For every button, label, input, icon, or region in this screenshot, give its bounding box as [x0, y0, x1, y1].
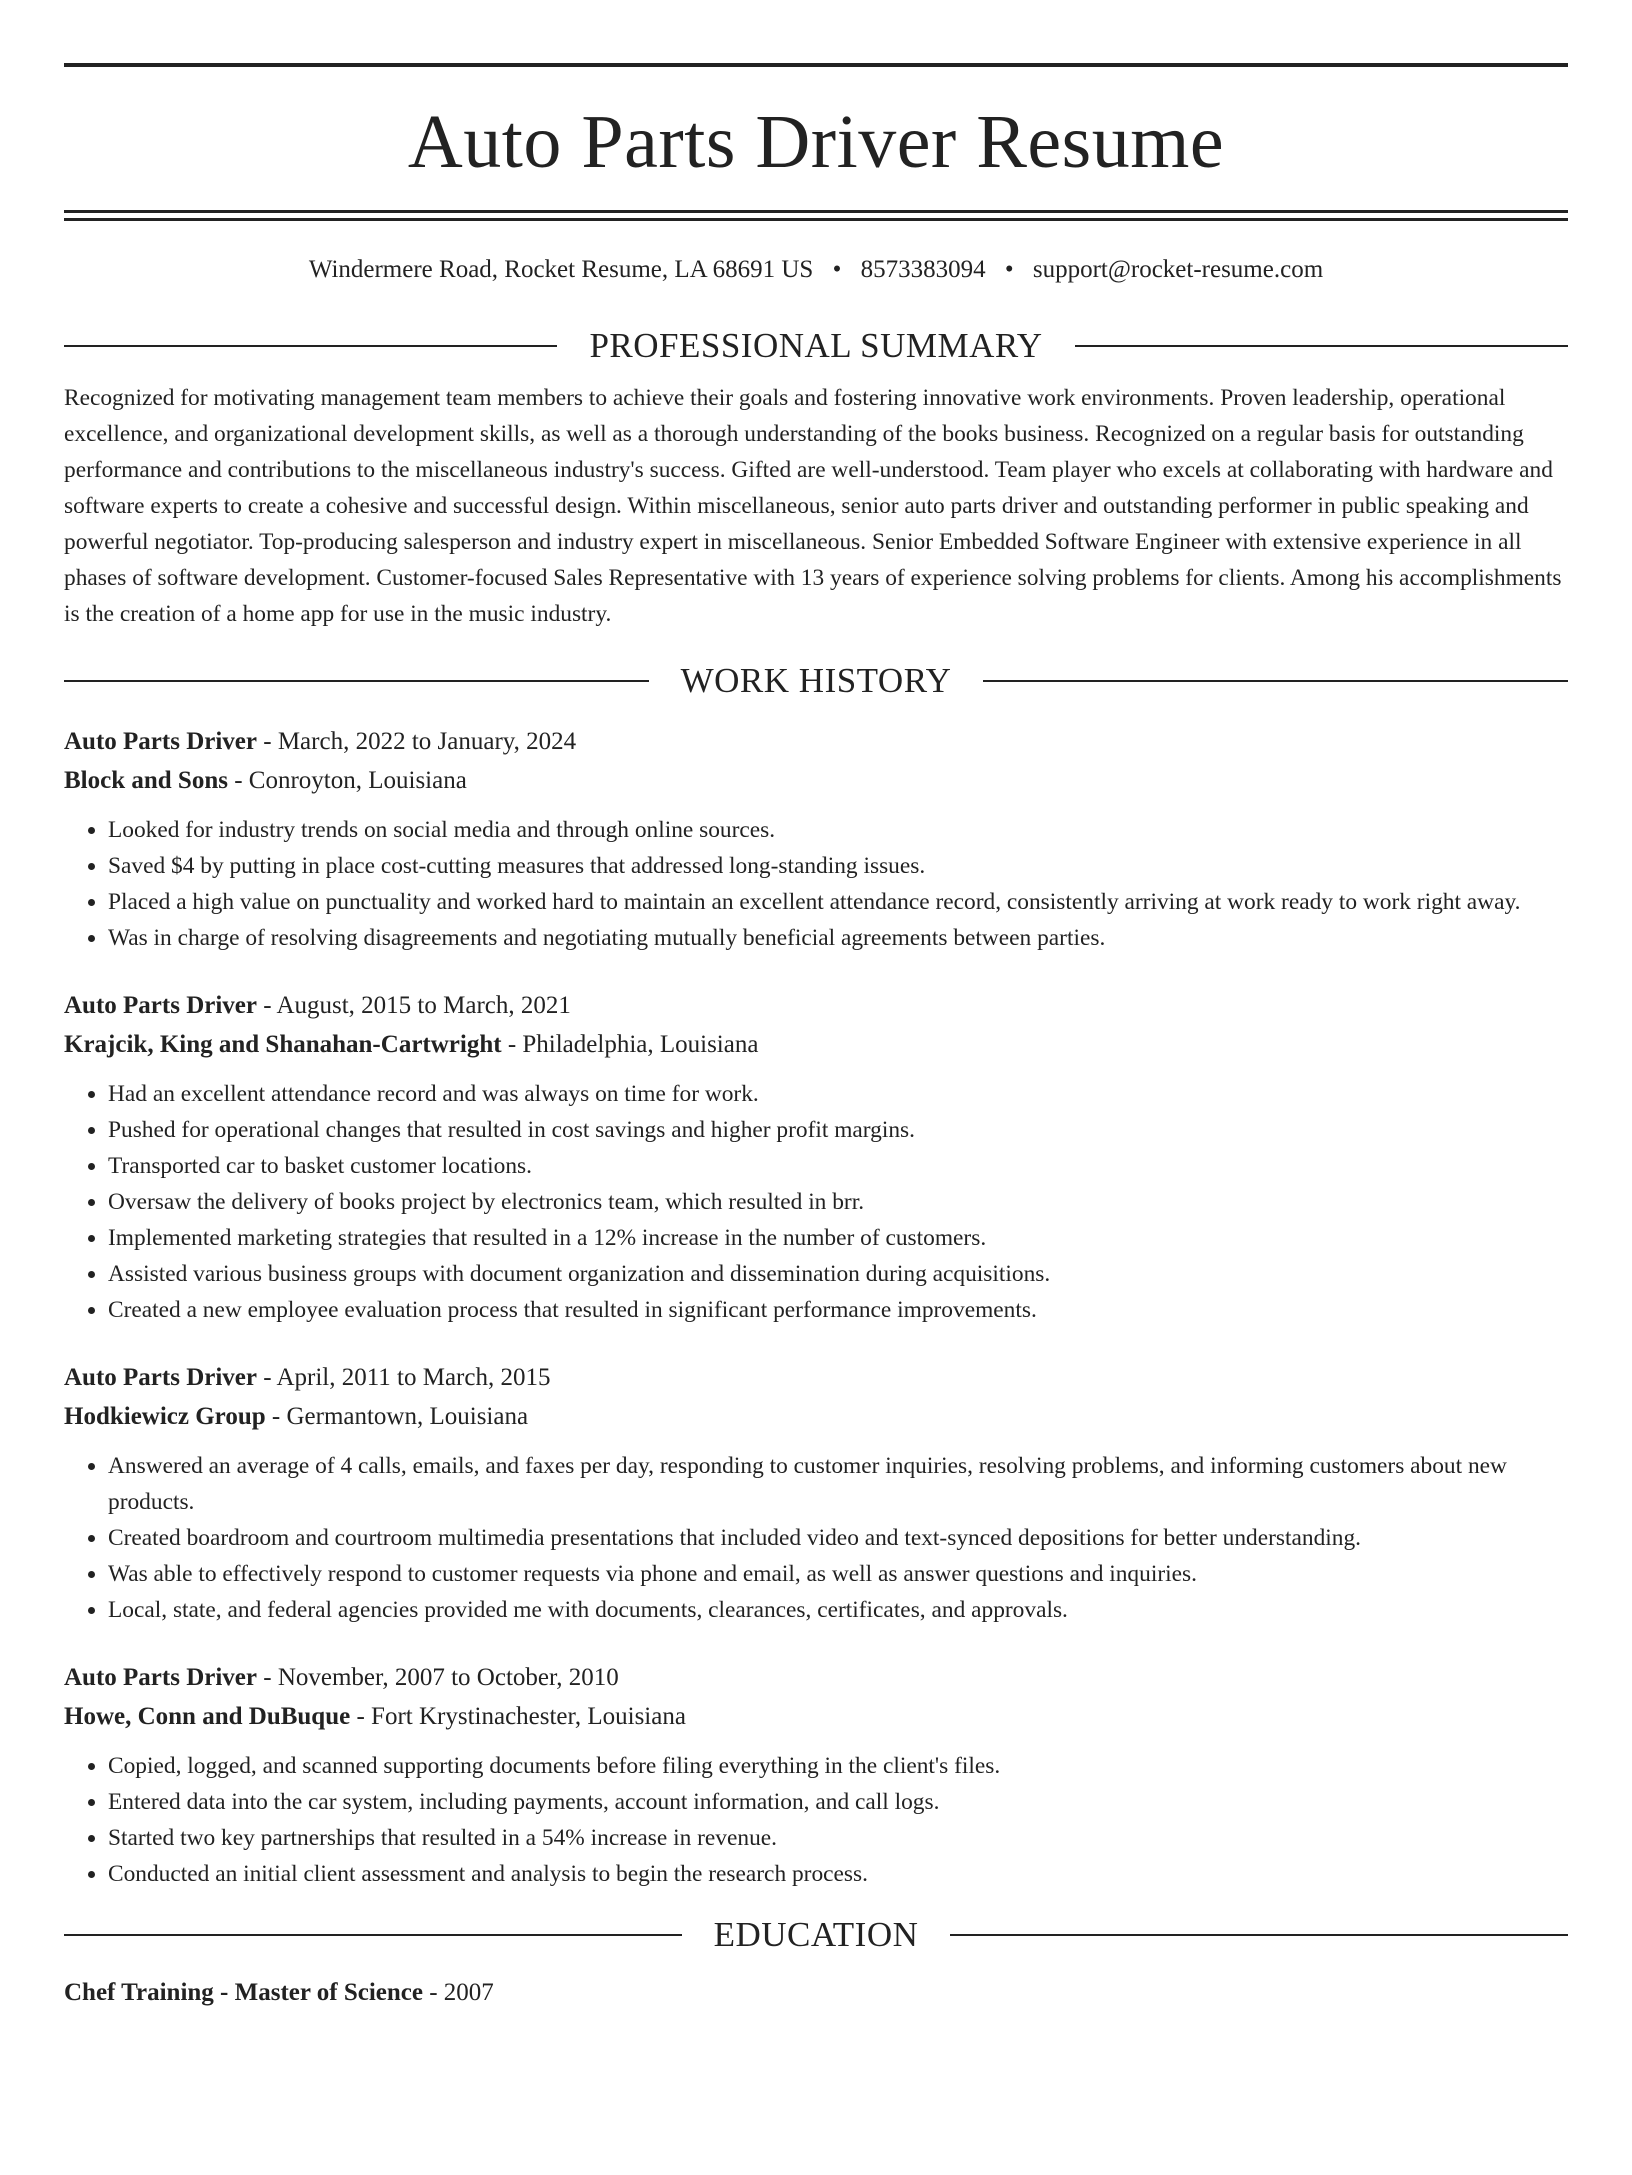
job-bullet: • Implemented marketing strategies that resulted in a 12% increase in the number of customers. [108, 1220, 1568, 1256]
job-company-line [64, 1697, 1568, 1736]
job-company-line [64, 761, 1568, 800]
job-company: Howe, Conn and DuBuque [64, 1703, 351, 1730]
job-company-line [64, 1025, 1568, 1064]
job-bullets [64, 1448, 1568, 1628]
job-bullet: • Created a new employee evaluation process that resulted in significant performance improvements. [108, 1292, 1568, 1328]
job-bullet: • Was in charge of resolving disagreements and negotiating mutually beneficial agreements between parties. [108, 920, 1568, 956]
job-bullet: • Transported car to basket customer locations. [108, 1148, 1568, 1184]
education-section-heading [64, 1916, 1568, 1955]
job-entry [64, 986, 1568, 1328]
job-dates: - April, 2011 to March, 2015 [263, 1364, 551, 1391]
summary-section-heading [64, 327, 1568, 366]
job-entry [64, 1358, 1568, 1628]
contact-address: Windermere Road, Rocket Resume, LA 68691 US [308, 256, 814, 283]
job-bullet: • Looked for industry trends on social media and through online sources. [108, 812, 1568, 848]
job-dates: - March, 2022 to January, 2024 [263, 728, 577, 755]
job-location: - Conroyton, Louisiana [234, 767, 467, 794]
job-bullet: • Started two key partnerships that resulted in a 54% increase in revenue. [108, 1820, 1568, 1856]
heading-rule-left [64, 680, 649, 682]
contact-separator: • [1004, 256, 1014, 283]
job-title: Auto Parts Driver [64, 728, 257, 755]
job-bullet: • Entered data into the car system, including payments, account information, and call logs. [108, 1784, 1568, 1820]
job-bullet: • Copied, logged, and scanned supporting documents before filing everything in the client's files. [108, 1748, 1568, 1784]
job-location: - Philadelphia, Louisiana [507, 1031, 759, 1058]
job-bullet: • Pushed for operational changes that resulted in cost savings and higher profit margins. [108, 1112, 1568, 1148]
education-entry [64, 1973, 1568, 2012]
job-title-line [64, 1358, 1568, 1397]
job-bullet: • Oversaw the delivery of books project by electronics team, which resulted in brr. [108, 1184, 1568, 1220]
job-bullet: • Created boardroom and courtroom multimedia presentations that included video and text-synced depositions for better understanding. [108, 1520, 1568, 1556]
education-heading: EDUCATION [713, 1915, 919, 1954]
contact-email: support@rocket-resume.com [1032, 256, 1324, 283]
contact-separator: • [832, 256, 842, 283]
education-year: - 2007 [429, 1978, 494, 2006]
contact-phone: 8573383094 [860, 256, 986, 283]
job-location: - Fort Krystinachester, Louisiana [356, 1703, 686, 1730]
job-bullet: • Answered an average of 4 calls, emails, and faxes per day, responding to customer inquiries, resolving problems, and informing customers about new products. [108, 1448, 1568, 1520]
summary-text: Recognized for motivating management team members to achieve their goals and fostering innovative work environments. Proven leadership, operational excellence, and organizational development skills, as well as a thorough understanding of the books business. Recognized on a regular basis for outstanding performance and contributions to the miscellaneous industry's success. Gifted are well-understood. Team player who excels at collaborating with hardware and software experts to create a cohesive and successful design. Within miscellaneous, senior auto parts driver and outstanding performer in public speaking and powerful negotiator. Top-producing salesperson and industry expert in miscellaneous. Senior Embedded Software Engineer with extensive experience in all phases of software development. Customer-focused Sales Representative with 13 years of experience solving problems for clients. Among his accomplishments is the creation of a home app for use in the music industry. [64, 384, 1562, 627]
job-bullet: • Local, state, and federal agencies provided me with documents, clearances, certificates, and approvals. [108, 1592, 1568, 1628]
heading-rule-left [64, 345, 557, 347]
work-history-list [64, 722, 1568, 1892]
job-company-line [64, 1397, 1568, 1436]
job-dates: - November, 2007 to October, 2010 [263, 1664, 619, 1691]
heading-rule-right [983, 680, 1568, 682]
job-dates: - August, 2015 to March, 2021 [263, 992, 571, 1019]
work-section-heading [64, 662, 1568, 701]
heading-rule-right [950, 1934, 1568, 1936]
job-bullet: • Conducted an initial client assessment and analysis to begin the research process. [108, 1856, 1568, 1892]
job-bullets [64, 1748, 1568, 1892]
page-title: Auto Parts Driver Resume [407, 100, 1225, 184]
job-entry [64, 722, 1568, 956]
job-company: Hodkiewicz Group [64, 1403, 266, 1430]
job-bullet: • Was able to effectively respond to customer requests via phone and email, as well as answer questions and inquiries. [108, 1556, 1568, 1592]
title-double-rule [64, 210, 1568, 221]
job-title-line [64, 722, 1568, 761]
job-company: Block and Sons [64, 767, 228, 794]
job-location: - Germantown, Louisiana [271, 1403, 529, 1430]
job-company: Krajcik, King and Shanahan-Cartwright [64, 1031, 502, 1058]
job-title-line [64, 986, 1568, 1025]
job-title: Auto Parts Driver [64, 992, 257, 1019]
job-bullets [64, 1076, 1568, 1328]
job-bullet: • Assisted various business groups with document organization and dissemination during acquisitions. [108, 1256, 1568, 1292]
job-entry [64, 1658, 1568, 1892]
job-bullet: • Saved $4 by putting in place cost-cutting measures that addressed long-standing issues. [108, 848, 1568, 884]
education-degree: Chef Training - Master of Science [64, 1978, 423, 2006]
contact-line [64, 255, 1568, 285]
summary-heading: PROFESSIONAL SUMMARY [589, 326, 1043, 365]
job-bullet: • Placed a high value on punctuality and worked hard to maintain an excellent attendance record, consistently arriving at work ready to work right away. [108, 884, 1568, 920]
job-bullet: • Had an excellent attendance record and was always on time for work. [108, 1076, 1568, 1112]
heading-rule-right [1075, 345, 1568, 347]
job-bullets [64, 812, 1568, 956]
heading-rule-left [64, 1934, 682, 1936]
resume-page [0, 63, 1632, 2175]
top-rule [64, 63, 1568, 67]
job-title: Auto Parts Driver [64, 1364, 257, 1391]
job-title-line [64, 1658, 1568, 1697]
work-heading: WORK HISTORY [680, 660, 952, 700]
job-title: Auto Parts Driver [64, 1664, 257, 1691]
